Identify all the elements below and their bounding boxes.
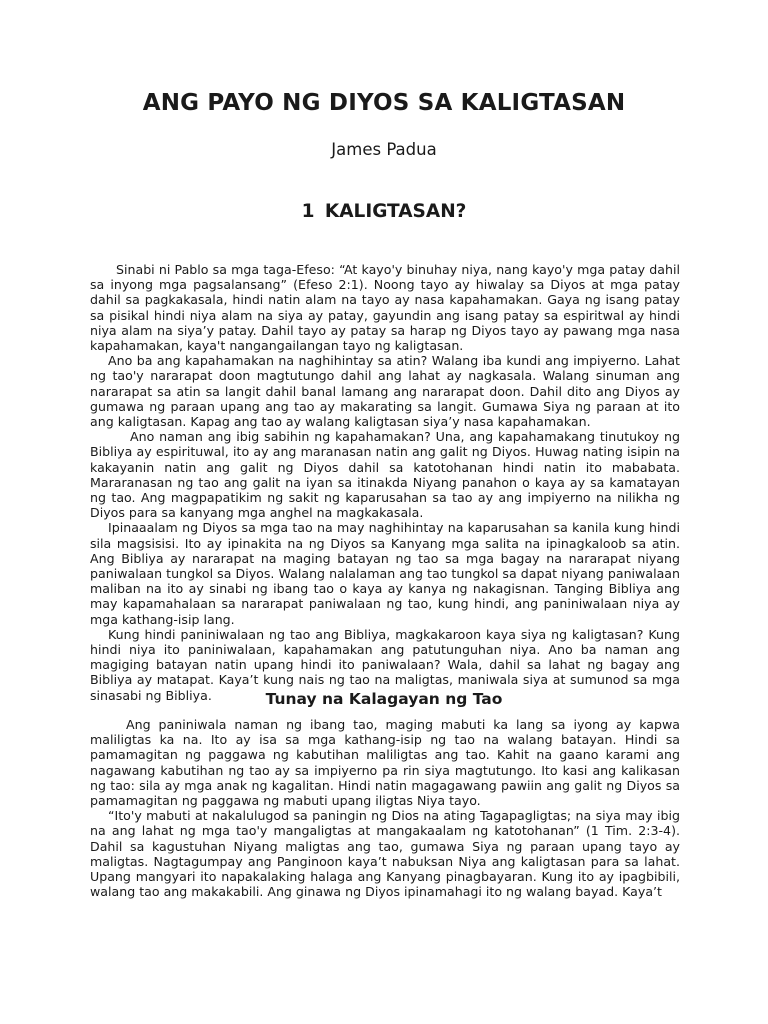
author-name: James Padua <box>331 140 437 159</box>
section-body-2 <box>90 717 680 899</box>
section-body-1 <box>90 262 680 703</box>
document-title: ANG PAYO NG DIYOS SA KALIGTASAN <box>142 90 626 116</box>
section-heading: Tunay na Kalagayan ng Tao <box>265 690 503 708</box>
paragraph: Ipinaaalam ng Diyos sa mga tao na may naghihintay na kaparusahan sa kanila kung hindi sila magsisisi. Ito ay ipinakita na ng Diyos sa Kanyang mga salita na ipinagkaloob sa atin. Ang Bibliya ay nararapat na maging batayan ng tao sa mga bagay na nararapat niyang paniwalaan tungkol sa Diyos. Walang nalalaman ang tao tungkol sa dapat niyang paniwalaan maliban na ito ay sinabi ng ibang tao o kaya ay kanya ng nakagisnan. Tanging Bibliya ang may kapamahalaan sa nararapat paniwalaan ng tao, kung hindi, ang paniniwalaan niya ay mga kathang-isip lang. <box>90 520 680 627</box>
paragraph: Ano ba ang kapahamakan na naghihintay sa atin? Walang iba kundi ang impiyerno. Lahat ng tao'y nararapat doon magtutungo dahil ang lahat ay nagkasala. Walang sinuman ang nararapat sa atin sa langit dahil banal lamang ang nararapat doon. Dahil dito ang Diyos ay gumawa ng paraan upang ang tao ay makarating sa langit. Gumawa Siya ng paraan at ito ang kaligtasan. Kapag ang tao ay walang kaligtasan siya’y nasa kapahamakan. <box>90 353 680 430</box>
paragraph: Kung hindi paniniwalaan ng tao ang Bibliya, magkakaroon kaya siya ng kaligtasan? Kung hindi niya ito paniniwalaan, kapahamakan ang patutunguhan niya. Ano ba naman ang magiging batayan natin upang hindi ito paniwalaan? Wala, dahil sa lahat ng bagay ang Bibliya ay matapat. Kaya’t kung nais ng tao na maligtas, maniwala siya at sumunod sa mga sinasabi ng Bibliya. <box>90 626 680 703</box>
chapter-title: 1 KALIGTASAN? <box>301 201 467 222</box>
paragraph: Sinabi ni Pablo sa mga taga-Efeso: “At kayo'y binuhay niya, nang kayo'y mga patay dahil sa inyong mga pagsalansang” (Efeso 2:1). Noong tayo ay hiwalay sa Diyos at mga patay dahil sa pagkakasala, hindi natin alam na tayo ay nasa kapahamakan. Gaya ng isang patay sa pisikal hindi niya alam na siya ay patay, gayundin ang isang patay sa espiritwal ay hindi niya alam na siya’y patay. Dahil tayo ay patay sa harap ng Diyos tayo ay pawang mga nasa kapahamakan, kaya't nangangailangan tayo ng kaligtasan. <box>90 262 680 354</box>
paragraph: “Ito'y mabuti at nakalulugod sa paningin ng Dios na ating Tagapagligtas; na siya may ibig na ang lahat ng mga tao'y mangaligtas at mangakaalam ng katotohanan” (1 Tim. 2:3-4). Dahil sa kagustuhan Niyang maligtas ang tao, gumawa Siya ng paraan upang tayo ay maligtas. Nagtagumpay ang Panginoon kaya’t nabuksan Niya ang kaligtasan para sa lahat. Upang mangyari ito napakalaking halaga ang Kanyang pinagbayaran. Kung ito ay ipagbibili, walang tao ang makakabili. Ang ginawa ng Diyos ipinamahagi ito ng walang bayad. Kaya’t <box>90 808 680 900</box>
paragraph: Ano naman ang ibig sabihin ng kapahamakan? Una, ang kapahamakang tinutukoy ng Bibliya ay espirituwal, ito ay ang maranasan natin ang galit ng Diyos. Huwag nating isipin na kakayanin natin ang galit ng Diyos dahil sa katotohanan hindi natin ito mababata. Mararanasan ng tao ang galit na iyan sa itinakda Niyang panahon o kaya ay sa kamatayan ng tao. Ang magpapatikim ng sakit ng kaparusahan sa tao ay ang impiyerno na nilikha ng Diyos para sa kanyang mga anghel na magkakasala. <box>90 429 680 521</box>
paragraph: Ang paniniwala naman ng ibang tao, maging mabuti ka lang sa iyong ay kapwa maliligtas ka na. Ito ay isa sa mga kathang-isip ng tao na walang batayan. Hindi sa pamamagitan ng paggawa ng kabutihan maliligtas ang tao. Kahit na gaano karami ang nagawang kabutihan ng tao ay sa impiyerno pa rin siya magtutungo. Ito kasi ang kalikasan ng tao: sila ay mga anak ng kagalitan. Hindi natin magagawang pawiin ang galit ng Diyos sa pamamagitan ng paggawa ng mabuti upang iligtas Niya tayo. <box>90 717 680 809</box>
